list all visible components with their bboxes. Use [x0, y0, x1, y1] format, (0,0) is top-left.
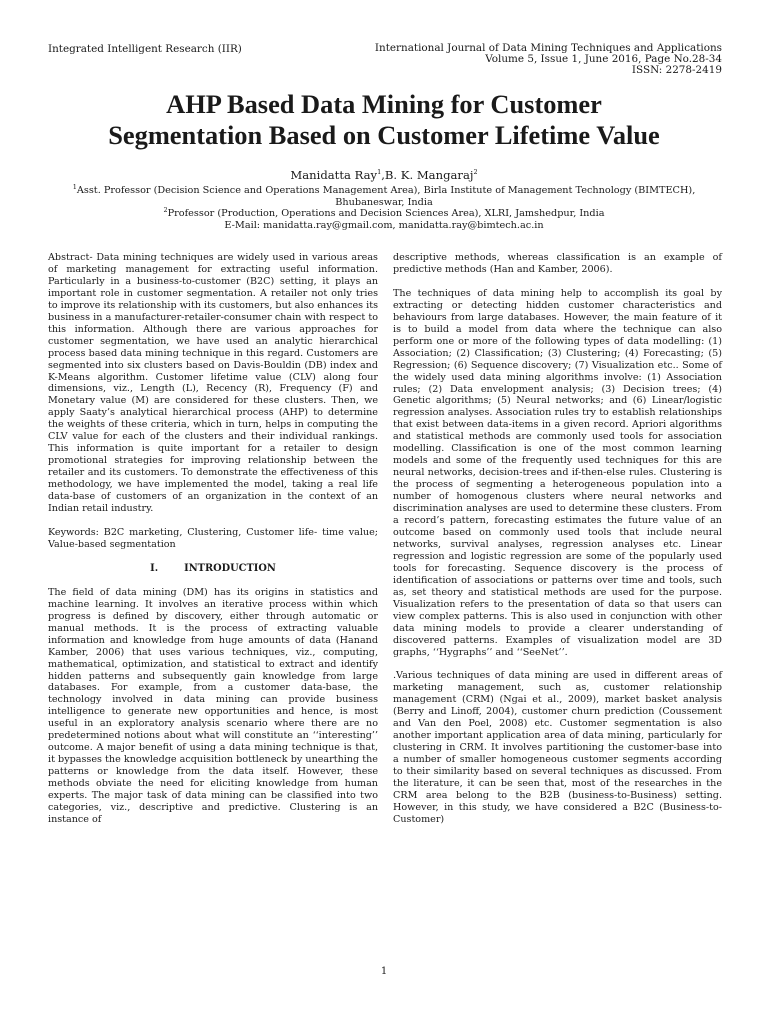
- author-2-sup: 2: [473, 168, 478, 177]
- title-line-2: Segmentation Based on Customer Lifetime Value: [108, 120, 660, 150]
- section-number: I.: [150, 562, 159, 574]
- affiliations: [40, 182, 728, 231]
- affiliation-2: [40, 205, 728, 220]
- author-email: E-Mail: manidatta.ray@gmail.com, manidatta.ray@bimtech.ac.in: [224, 219, 544, 231]
- issn: ISSN: 2278-2419: [631, 64, 722, 77]
- author-list: [40, 168, 728, 182]
- paragraph-1: descriptive methods, whereas classification is an example of predictive methods (Han and Kamber, 2006).: [393, 252, 722, 275]
- affiliation-2-text: Professor (Production, Operations and Decision Sciences Area), XLRI, Jamshedpur, India: [167, 208, 605, 220]
- right-column: [393, 252, 722, 826]
- header-left: Integrated Intelligent Research (IIR): [48, 43, 242, 55]
- author-2: B. K. Mangaraj: [384, 168, 474, 182]
- journal-name: International Journal of Data Mining Techniques and Applications: [374, 42, 722, 54]
- author-1-sup: 1: [377, 168, 382, 177]
- affiliation-1: [40, 182, 728, 197]
- volume-issue: Volume 5, Issue 1, June 2016, Page No.28-34: [485, 53, 722, 66]
- introduction-paragraph: The field of data mining (DM) has its origins in statistics and machine learning. It involves an iterative process within which progress is defined by discovery, either through automatic or manual methods. It is the process of extracting valuable information and knowledge from huge amounts of data (Hanand Kamber, 2006) that uses various techniques, viz., computing, mathematical, optimization, and statistical to extract and identify hidden patterns and subsequently gain knowledge from large databases. For example, from a customer data-base, the technology involved in data mining can provide business intelligence to generate new opportunities and hence, is most useful in an exploratory analysis scenario where there are no predetermined notions about what will constitute an ‘‘interesting’’ outcome. A major benefit of using a data mining technique is that, it bypasses the knowledge acquisition bottleneck by unearthing the patterns or knowledge from the data itself. However, these methods obviate the need for eliciting knowledge from human experts. The major task of data mining can be classified into two categories, viz., descriptive and predictive. Clustering is an instance of: [48, 586, 378, 825]
- author-separator: ,: [381, 168, 385, 182]
- affiliation-1-sup: 1: [72, 182, 77, 191]
- keywords: Keywords: B2C marketing, Clustering, Customer life- time value; Value-based segmentation: [48, 526, 378, 550]
- page-number: 1: [380, 966, 388, 977]
- left-column: [48, 252, 378, 826]
- paper-title: [40, 89, 728, 151]
- affiliation-1-text: Asst. Professor (Decision Science and Operations Management Area), Birla Institute of Management Technology (BIMTECH),: [76, 185, 696, 196]
- affiliation-1-city: Bhubaneswar, India: [335, 196, 433, 208]
- paragraph-2: The techniques of data mining help to accomplish its goal by extracting or detecting hidden customer characteristics and behaviours from large databases. However, the main feature of it is to build a model from data where the technique can also perform one or more of the following types of data modelling: (1) Association; (2) Classification; (3) Clustering; (4) Forecasting; (5) Regression; (6) Sequence discovery; (7) Visualization etc.. Some of the widely used data mining algorithms involve: (1) Association rules; (2) Data envelopment analysis; (3) Decision trees; (4) Genetic algorithms; (5) Neural networks; and (6) Linear/logistic regression analyses. Association rules try to establish relationships that exist between data-items in a given record. Apriori algorithms and statistical methods are commonly used tools for association modelling. Classification is one of the most common learning models and some of the frequently used techniques for this are neural networks, decision-trees and if-then-else rules. Clustering is the process of segmenting a heterogeneous population into a number of homogenous clusters where neural networks and discrimination analyses are used to determine these clusters. From a record’s pattern, forecasting estimates the future value of an outcome based on commonly used tools that include neural networks, survival analyses, regression analyses etc. Linear regression and logistic regression are some of the popularly used tools for forecasting. Sequence discovery is the process of identification of associations or patterns over time and tools, such as, set theory and statistical methods are used for the purpose. Visualization refers to the presentation of data so that users can view complex patterns. This is also used in conjunction with other data mining models to provide a clearer understanding of discovered patterns. Examples of visualization model are 3D graphs, ‘‘Hygraphs’’ and ‘‘SeeNet’’.: [393, 287, 722, 658]
- affiliation-2-sup: 2: [163, 205, 168, 214]
- author-1: Manidatta Ray: [290, 168, 378, 182]
- title-line-1: AHP Based Data Mining for Customer: [166, 89, 602, 119]
- header-right: [362, 43, 722, 77]
- abstract: Abstract- Data mining techniques are widely used in various areas of marketing management for extracting useful information. Particularly in a business-to-customer (B2C) setting, it plays an important role in customer segmentation. A retailer not only tries to improve its relationship with its customers, but also enhances its business in a manufacturer-retailer-consumer chain with respect to this information. Although there are various approaches for customer segmentation, we have used an analytic hierarchical process based data mining technique in this regard. Customers are segmented into six clusters based on Davis-Bouldin (DB) index and K-Means algorithm. Customer lifetime value (CLV) along four dimensions, viz., Length (L), Recency (R), Frequency (F) and Monetary value (M) are considered for these clusters. Then, we apply Saaty’s analytical hierarchical process (AHP) to determine the weights of these criteria, which in turn, helps in computing the CLV value for each of the clusters and their individual rankings. This information is quite important for a retailer to design promotional strategies for improving relationship between the retailer and its customers. To demonstrate the effectiveness of this methodology, we have implemented the model, taking a real life data-base of customers of an organization in the context of an Indian retail industry.: [48, 252, 379, 515]
- section-heading: [48, 563, 378, 575]
- section-title: INTRODUCTION: [184, 562, 276, 574]
- paragraph-3: .Various techniques of data mining are used in different areas of marketing management, such as, customer relationship management (CRM) (Ngai et al., 2009), market basket analysis (Berry and Linoff, 2004), customer churn prediction (Coussement and Van den Poel, 2008) etc. Customer segmentation is also another important application area of data mining, particularly for clustering in CRM. It involves partitioning the customer-base into a number of smaller homogeneous customer segments according to their similarity based on several techniques as discussed. From the literature, it can be seen that, most of the researches in the CRM area belong to the B2B (business-to-Business) setting. However, in this study, we have considered a B2C (Business-to-Customer): [393, 670, 722, 825]
